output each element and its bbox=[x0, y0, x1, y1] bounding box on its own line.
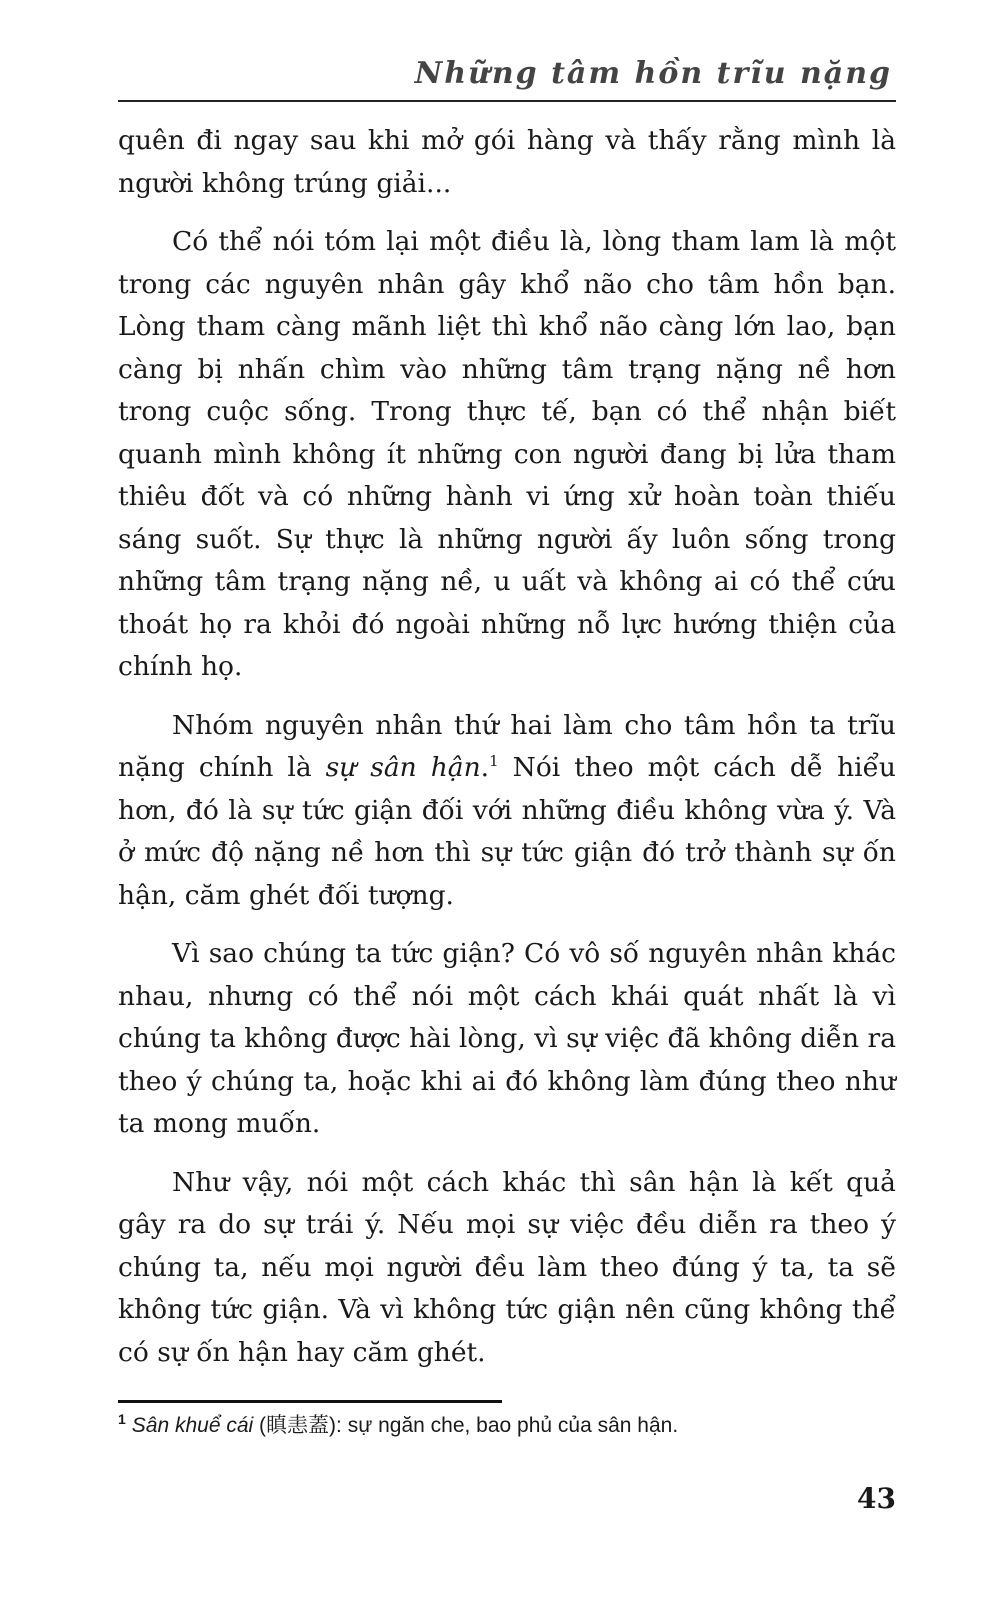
paragraph-anger-cause bbox=[118, 705, 896, 918]
emphasis-term: sự sân hận bbox=[325, 752, 481, 783]
paragraph-text-before: Nhóm nguyên nhân thứ hai làm cho tâm hồn ta trĩu nặng chính là bbox=[118, 709, 896, 783]
footnote bbox=[118, 1412, 896, 1440]
running-header bbox=[118, 52, 896, 102]
running-title: Những tâm hồn trĩu nặng bbox=[414, 56, 892, 91]
paragraph-continued: quên đi ngay sau khi mở gói hàng và thấy rằng mình là người không trúng giải... bbox=[118, 125, 896, 199]
paragraph-why-angry: Vì sao chúng ta tức giận? Có vô số nguyên nhân khác nhau, nhưng có thể nói một cách khái quát nhất là vì chúng ta không được hài lòng, vì sự việc đã không diễn ra theo ý chúng ta, hoặc khi ai đó không làm đúng theo như ta mong muốn. bbox=[118, 938, 896, 1139]
footnote-open-paren: ( bbox=[253, 1414, 267, 1437]
paragraph-conclusion: Như vậy, nói một cách khác thì sân hận là kết quả gây ra do sự trái ý. Nếu mọi sự việc đều diễn ra theo ý chúng ta, nếu mọi người đều làm theo đúng ý ta, ta sẽ không tức giận. Và vì không tức giận nên cũng không thể có sự ốn hận hay căm ghét. bbox=[118, 1166, 896, 1368]
paragraph-greed: Có thể nói tóm lại một điều là, lòng tham lam là một trong các nguyên nhân gây khổ não cho tâm hồn bạn. Lòng tham càng mãnh liệt thì khổ não càng lớn lao, bạn càng bị nhấn chìm vào những tâm trạng nặng nề hơn trong cuộc sống. Trong thực tế, bạn có thể nhận biết quanh mình không ít những con người đang bị lửa tham thiêu đốt và có những hành vi ứng xử hoàn toàn thiếu sáng suốt. Sự thực là những người ấy luôn sống trong những tâm trạng nặng nề, u uất và không ai có thể cứu thoát họ ra khỏi đó ngoài những nỗ lực hướng thiện của chính họ. bbox=[118, 226, 896, 682]
body-text bbox=[118, 120, 896, 1390]
page-number: 43 bbox=[857, 1482, 896, 1515]
footnote-definition: ): sự ngăn che, bao phủ của sân hận. bbox=[329, 1414, 679, 1437]
paragraph-text-after: Nói theo một cách dễ hiểu hơn, đó là sự tức giận đối với những điều không vừa ý. Và ở mức độ nặng nề hơn thì sự tức giận đó trở thành sự ốn hận, căm ghét đối tượng. bbox=[118, 752, 896, 911]
footnote-term: Sân khuể cái bbox=[131, 1414, 254, 1437]
footnote-reference[interactable]: 1 bbox=[489, 752, 499, 771]
footnote-divider bbox=[118, 1400, 502, 1403]
footnote-number: 1 bbox=[118, 1411, 126, 1427]
period: . bbox=[480, 752, 490, 783]
footnote-chinese: 瞋恚蓋 bbox=[266, 1414, 330, 1437]
